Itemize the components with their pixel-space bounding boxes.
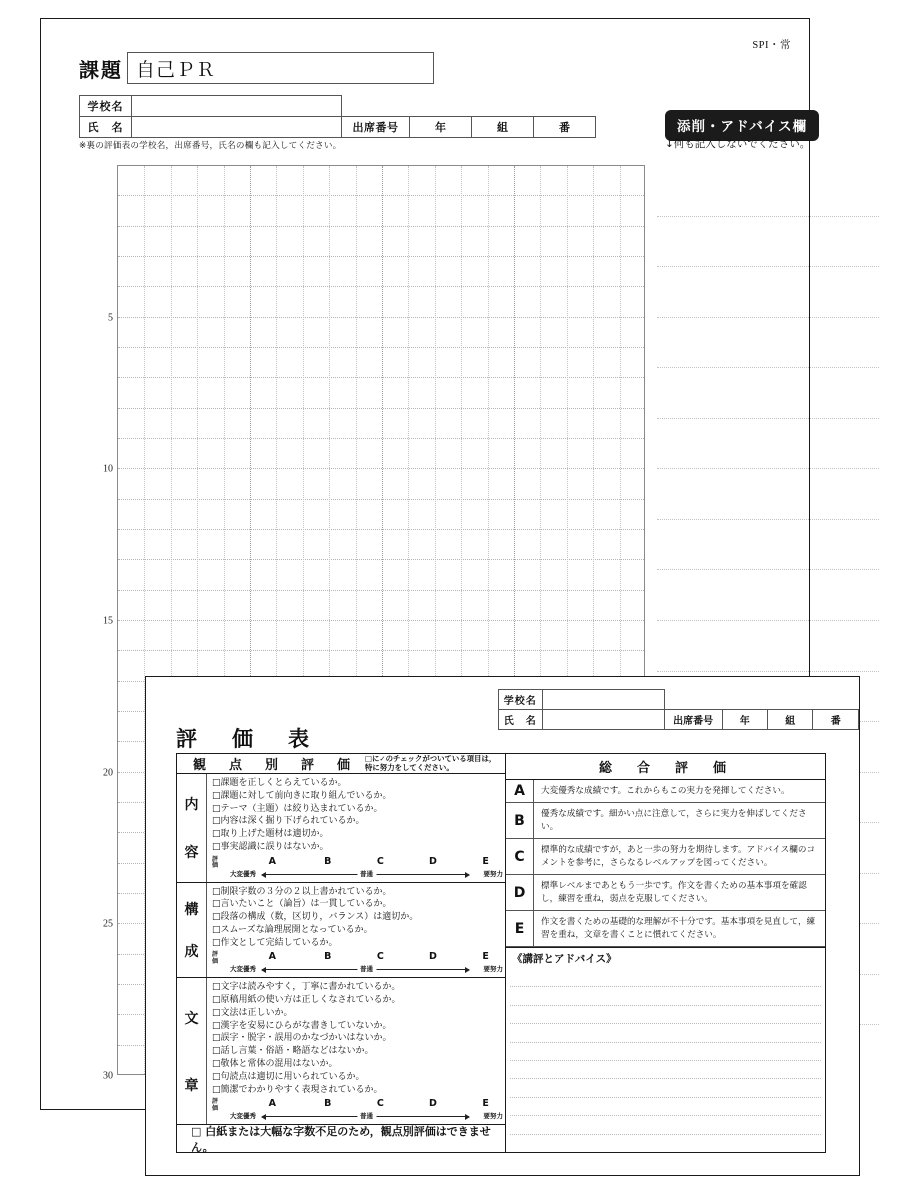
- criteria-category-char: 文: [184, 1010, 199, 1027]
- criteria-checkbox-item[interactable]: □制限字数の３分の２以上書かれているか。: [212, 886, 392, 897]
- attendance-number-label: 出席番号: [342, 117, 410, 138]
- student-name-input[interactable]: [132, 117, 342, 138]
- school-name-label: 学校名: [80, 96, 132, 117]
- criteria-header-note: [365, 755, 496, 773]
- comment-rule-line: [510, 986, 821, 987]
- criteria-category-char: 構: [184, 902, 199, 919]
- rating-letter-d[interactable]: D: [429, 1098, 437, 1110]
- criteria-header-title: 観 点 別 評 価: [193, 758, 356, 773]
- row-number-label: 30: [103, 1070, 113, 1082]
- advice-rule-line: [657, 317, 879, 318]
- grade-row[interactable]: [506, 911, 825, 947]
- grade-description: 作文を書くための基礎的な理解が不十分です。基本事項を見直して，練習を重ね，文章を書くことに慣れてください。: [541, 917, 816, 940]
- grade-letter-e: E: [506, 911, 534, 946]
- grade-letter-b: B: [506, 803, 534, 838]
- spi-code-label: SPI・常: [752, 40, 791, 51]
- criteria-checkbox-item[interactable]: □取り上げた題材は適切か。: [212, 829, 329, 840]
- rating-left-label: 大変優秀: [230, 869, 256, 878]
- number-field[interactable]: 番: [813, 710, 859, 730]
- rating-letter-c[interactable]: C: [376, 1098, 384, 1110]
- grade-description: 標準的な成績ですが，あと一歩の努力を期待します。アドバイス欄のコメントを参考に，さらなるレベルアップを図ってください。: [541, 845, 816, 868]
- criteria-item-list: [207, 774, 505, 882]
- criteria-block: [177, 978, 505, 1125]
- arrow-right-icon: [372, 969, 469, 970]
- criteria-checkbox-item[interactable]: □句読点は適切に用いられているか。: [212, 1071, 365, 1082]
- comment-header: 《講評とアドバイス》: [506, 947, 825, 968]
- criteria-item-list: [207, 978, 505, 1124]
- table-row: [499, 690, 859, 710]
- comment-rule-line: [510, 1042, 821, 1043]
- criteria-category-label: [177, 883, 207, 978]
- criteria-checkbox-item[interactable]: □内容は深く掘り下げられているか。: [212, 816, 365, 827]
- evaluation-table: [176, 753, 826, 1153]
- spacer-cell: [664, 690, 722, 710]
- advice-rule-line: [657, 468, 879, 469]
- criteria-checkbox-item[interactable]: □スムーズな論理展開となっているか。: [212, 924, 373, 935]
- table-row: [80, 117, 596, 138]
- criteria-checkbox-item[interactable]: □事実認識に誤りはないか。: [212, 841, 329, 852]
- advice-rule-line: [657, 367, 879, 368]
- blank-paper-note[interactable]: □ 白紙または大幅な字数不足のため，観点別評価はできません。: [191, 1125, 491, 1155]
- rating-letter-a[interactable]: A: [268, 1098, 276, 1110]
- assignment-label: 課題: [79, 57, 123, 82]
- school-name-input[interactable]: [542, 690, 664, 710]
- grade-letter-a: A: [506, 780, 534, 802]
- rating-right-label: 要努力: [483, 1112, 503, 1121]
- rating-scale[interactable]: [212, 856, 505, 880]
- class-field[interactable]: 組: [472, 117, 534, 138]
- row-number-label: 15: [103, 615, 113, 627]
- overall-header: 総 合 評 価: [506, 754, 825, 780]
- spacer-cell: [768, 690, 813, 710]
- rating-letter-b[interactable]: B: [324, 855, 332, 867]
- criteria-checkbox-item[interactable]: □課題に対して前向きに取り組んでいるか。: [212, 790, 392, 801]
- criteria-checkbox-item[interactable]: □誤字・脱字・誤用のかなづかいはないか。: [212, 1033, 392, 1044]
- rating-scale-label: [212, 952, 221, 965]
- grade-letter-c: C: [506, 839, 534, 874]
- criteria-pane: [176, 753, 506, 1153]
- rating-label-char: 価: [212, 861, 219, 869]
- assignment-title-field[interactable]: 自己ＰＲ: [127, 52, 434, 84]
- criteria-category-label: [177, 774, 207, 882]
- grade-row[interactable]: [506, 875, 825, 911]
- criteria-checkbox-item[interactable]: □敬体と常体の混用はないか。: [212, 1059, 338, 1070]
- school-name-input[interactable]: [132, 96, 342, 117]
- comment-rule-line: [510, 1005, 821, 1006]
- year-field[interactable]: 年: [722, 710, 767, 730]
- advice-rule-line: [657, 620, 879, 621]
- rating-scale[interactable]: [212, 951, 505, 975]
- spacer-cell: [534, 96, 596, 117]
- student-name-label: 氏 名: [499, 710, 543, 730]
- criteria-category-char: 容: [184, 844, 199, 861]
- rating-axis: [228, 867, 505, 880]
- rating-right-label: 要努力: [483, 869, 503, 878]
- spacer-cell: [722, 690, 767, 710]
- student-name-input[interactable]: [542, 710, 664, 730]
- criteria-checkbox-item[interactable]: □作文として完結しているか。: [212, 937, 338, 948]
- rating-letter-b[interactable]: B: [324, 1098, 332, 1110]
- overall-pane: [506, 753, 826, 1153]
- rating-axis: [228, 1109, 505, 1122]
- criteria-checkbox-item[interactable]: □漢字を安易にひらがな書きしていないか。: [212, 1020, 392, 1031]
- criteria-block: [177, 774, 505, 883]
- rating-middle-label: 普通: [357, 964, 376, 973]
- criteria-checkbox-item[interactable]: □文字は読みやすく，丁寧に書かれているか。: [212, 982, 401, 993]
- row-number-label: 5: [108, 312, 113, 324]
- rating-letter-e[interactable]: E: [482, 1098, 489, 1110]
- criteria-item-list: [207, 883, 505, 978]
- criteria-checkbox-item[interactable]: □原稿用紙の使い方は正しくなされているか。: [212, 995, 401, 1006]
- class-field[interactable]: 組: [768, 710, 813, 730]
- student-name-label: 氏 名: [80, 117, 132, 138]
- rating-label-char: 評: [212, 1098, 219, 1106]
- spacer-cell: [813, 690, 859, 710]
- rating-axis: [228, 962, 505, 975]
- criteria-checkbox-item[interactable]: □簡潔でわかりやすく表現されているか。: [212, 1084, 383, 1095]
- rating-letter-a[interactable]: A: [268, 855, 276, 867]
- rating-label-char: 価: [212, 1104, 219, 1112]
- grade-letter-d: D: [506, 875, 534, 910]
- rating-left-label: 大変優秀: [230, 965, 256, 974]
- attendance-number-label: 出席番号: [664, 710, 722, 730]
- rating-letter-c[interactable]: C: [376, 951, 384, 963]
- rating-letter-e[interactable]: E: [482, 855, 489, 867]
- rating-label-char: 評: [212, 855, 219, 863]
- rating-label-char: 評: [212, 951, 219, 959]
- comment-area[interactable]: [506, 968, 825, 1152]
- grade-description: 標準レベルまであともう一歩です。作文を書くための基本事項を確認し，練習を重ね，弱点を克服してください。: [541, 881, 807, 904]
- spacer-cell: [342, 96, 410, 117]
- comment-rule-line: [510, 1023, 821, 1024]
- front-id-table: [79, 95, 596, 138]
- rating-scale[interactable]: [212, 1098, 505, 1122]
- criteria-note-line-1: □に✓のチェックがついている項目は，: [365, 753, 497, 763]
- criteria-category-label: [177, 978, 207, 1124]
- advice-rule-line: [657, 671, 879, 672]
- grade-row[interactable]: [506, 780, 825, 803]
- instruction-note: ※裏の評価表の学校名，出席番号，氏名の欄も記入してください。: [79, 141, 342, 151]
- spacer-cell: [472, 96, 534, 117]
- comment-rule-line: [510, 1134, 821, 1135]
- table-row: [80, 96, 596, 117]
- back-id-table: [498, 689, 859, 730]
- rating-right-label: 要努力: [483, 965, 503, 974]
- rating-letters: [228, 1098, 505, 1109]
- rating-letter-e[interactable]: E: [482, 951, 489, 963]
- criteria-category-char: 成: [184, 943, 199, 960]
- rating-left-label: 大変優秀: [230, 1112, 256, 1121]
- advice-rule-line: [657, 216, 879, 217]
- rating-scale-label: [212, 1099, 221, 1112]
- spacer-cell: [410, 96, 472, 117]
- criteria-checkbox-item[interactable]: □テーマ（主題）は絞り込まれているか。: [212, 803, 383, 814]
- evaluation-title: 評 価 表: [176, 727, 316, 751]
- arrow-left-icon: [262, 1116, 361, 1117]
- criteria-checkbox-item[interactable]: □段落の構成（数，区切り，バランス）は適切か。: [212, 912, 419, 923]
- rating-letters: [228, 951, 505, 962]
- arrow-left-icon: [262, 969, 361, 970]
- criteria-checkbox-item[interactable]: □文法は正しいか。: [212, 1007, 293, 1018]
- number-field[interactable]: 番: [534, 117, 596, 138]
- criteria-header: [177, 754, 505, 774]
- rating-label-char: 価: [212, 957, 219, 965]
- arrow-left-icon: [262, 874, 361, 875]
- comment-rule-line: [510, 1078, 821, 1079]
- row-number-label: 10: [103, 463, 113, 475]
- rating-letter-d[interactable]: D: [429, 855, 437, 867]
- grade-row[interactable]: [506, 803, 825, 839]
- advice-rule-line: [657, 418, 879, 419]
- grade-list: [506, 780, 825, 947]
- advice-rule-line: [657, 569, 879, 570]
- grade-row[interactable]: [506, 839, 825, 875]
- evaluation-sheet: [145, 676, 860, 1176]
- rating-letter-b[interactable]: B: [324, 951, 332, 963]
- school-name-label: 学校名: [499, 690, 543, 710]
- criteria-note-line-2: 特に努力をしてください。: [365, 762, 454, 772]
- rating-middle-label: 普通: [357, 869, 376, 878]
- criteria-blocks: [177, 774, 505, 1125]
- rating-middle-label: 普通: [357, 1111, 376, 1120]
- criteria-category-char: 内: [184, 796, 199, 813]
- rating-letter-c[interactable]: C: [376, 855, 384, 867]
- arrow-right-icon: [372, 874, 469, 875]
- row-number-label: 25: [103, 918, 113, 930]
- grade-description: 優秀な成績です。細かい点に注意して，さらに実力を伸ばしてください。: [541, 809, 807, 832]
- table-row: [499, 710, 859, 730]
- grade-description: 大変優秀な成績です。これからもこの実力を発揮してください。: [541, 786, 790, 796]
- rating-letter-d[interactable]: D: [429, 951, 437, 963]
- criteria-block: [177, 883, 505, 979]
- arrow-right-icon: [372, 1116, 469, 1117]
- rating-letters: [228, 856, 505, 867]
- rating-scale-label: [212, 857, 221, 870]
- comment-rule-line: [510, 1060, 821, 1061]
- advice-rule-line: [657, 266, 879, 267]
- criteria-checkbox-item[interactable]: □話し言葉・俗語・略語などはないか。: [212, 1046, 374, 1057]
- assignment-row: [79, 52, 434, 84]
- comment-rule-line: [510, 1097, 821, 1098]
- comment-rule-line: [510, 1115, 821, 1116]
- row-number-label: 20: [103, 767, 113, 779]
- advice-banner: 添削・アドバイス欄: [665, 110, 819, 141]
- advice-rule-line: [657, 519, 879, 520]
- year-field[interactable]: 年: [410, 117, 472, 138]
- advice-instruction: ↓何も記入しないでください。: [665, 138, 811, 150]
- criteria-checkbox-item[interactable]: □課題を正しくとらえているか。: [212, 778, 347, 788]
- criteria-checkbox-item[interactable]: □言いたいこと（論旨）は一貫しているか。: [212, 899, 392, 910]
- rating-letter-a[interactable]: A: [268, 951, 276, 963]
- criteria-category-char: 章: [184, 1077, 199, 1094]
